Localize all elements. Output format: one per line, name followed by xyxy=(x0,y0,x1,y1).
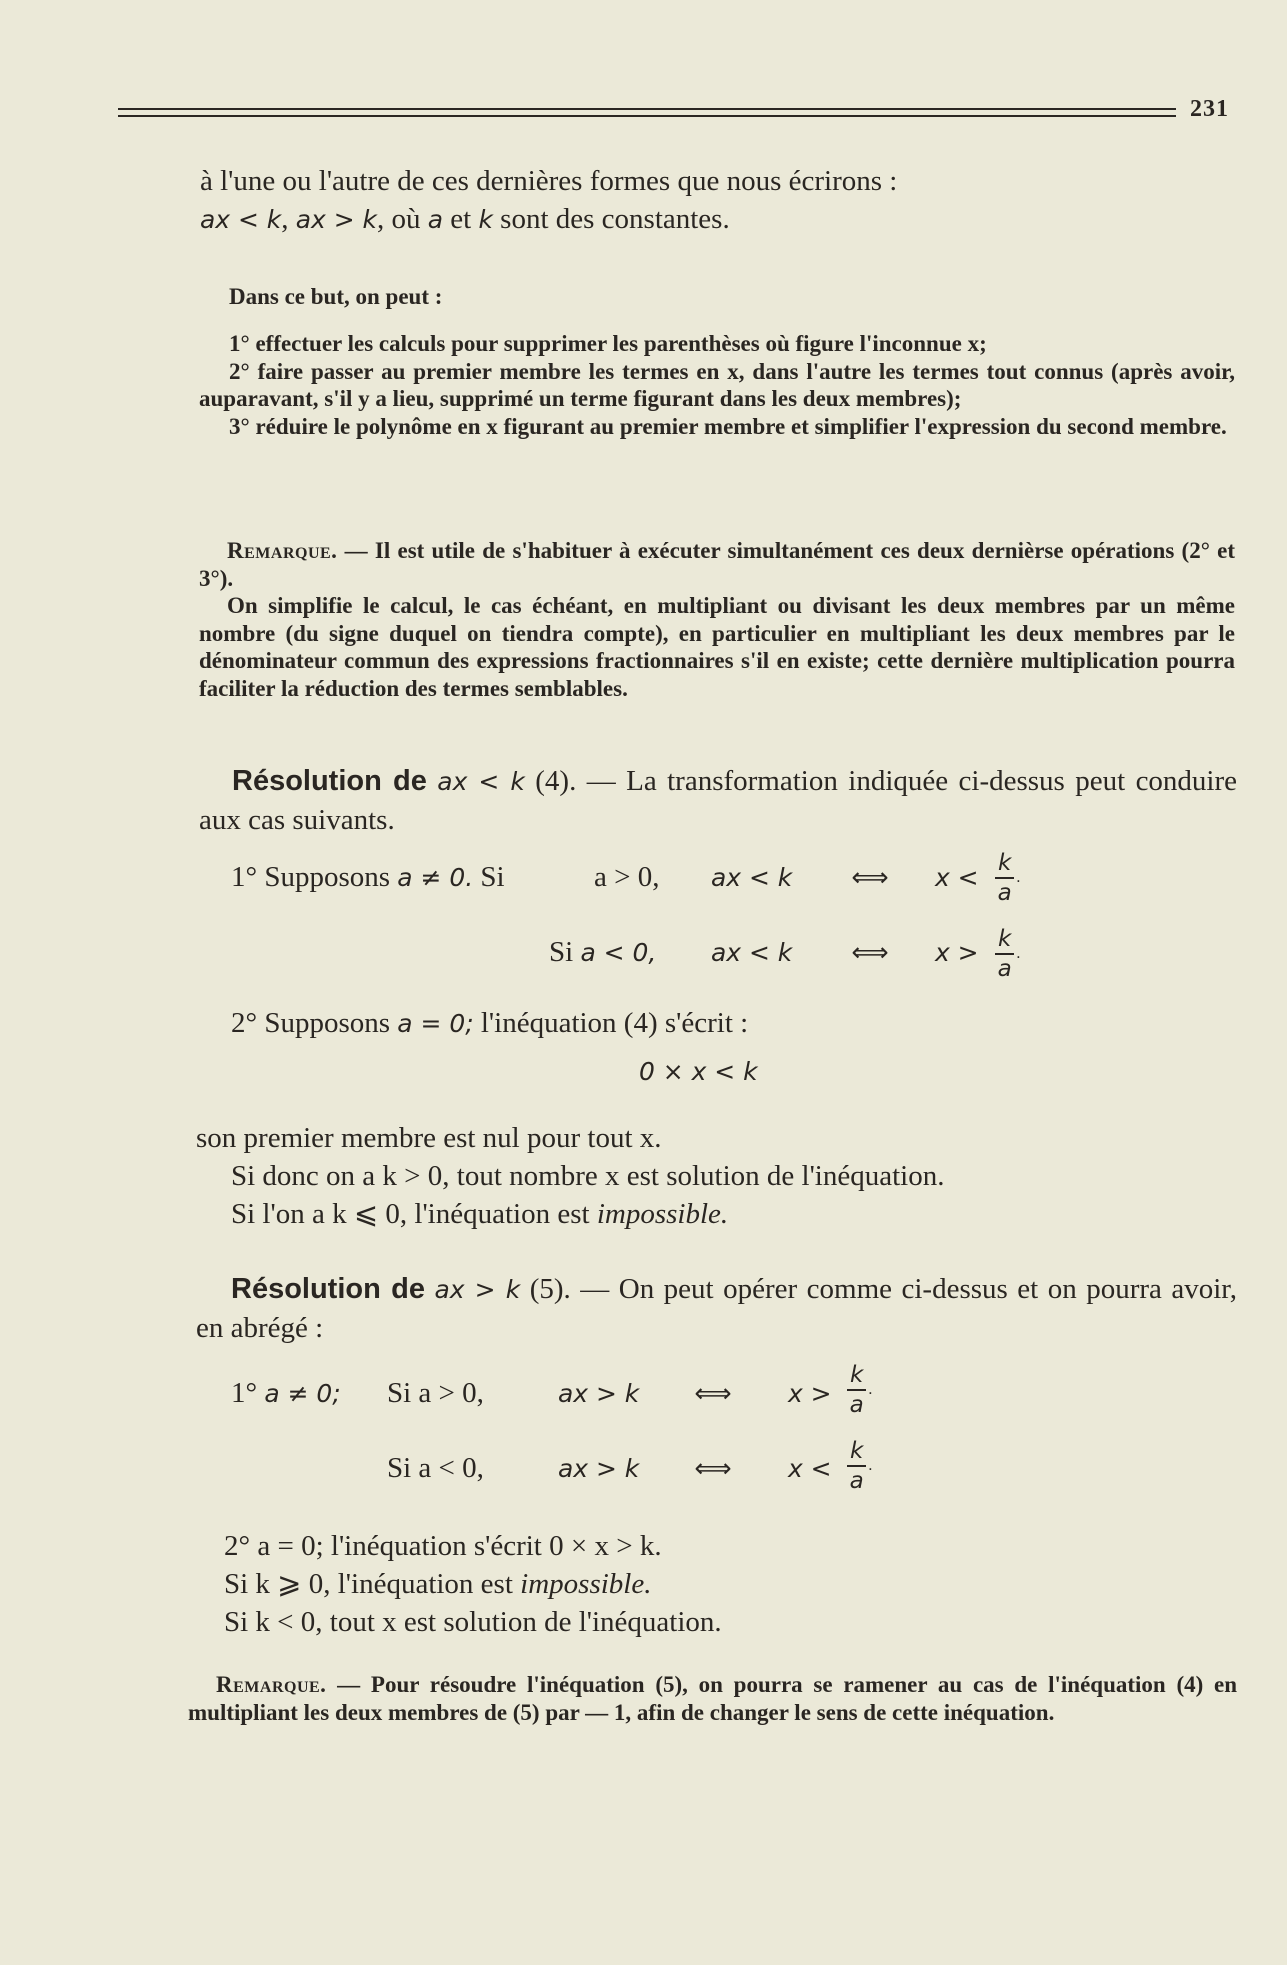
intro-paragraph xyxy=(200,162,1120,239)
impossible-word: impossible. xyxy=(596,1198,729,1230)
s5-case-1-lead xyxy=(231,1374,341,1413)
section-intro: — On peut opérer comme ci-dessus et on pourra avoir, en abrégé : xyxy=(196,1273,1238,1344)
method-step-2: 2° faire passer au premier membre les termes en x, dans l'autre les termes tout connus (après avoir, auparavant, s'il y a lieu, supprimé un terme figurant dans les deux membres); xyxy=(199,358,1235,411)
inequality: ax > k xyxy=(558,1379,640,1408)
equivalence-arrow xyxy=(683,1449,743,1488)
case-condition: a = 0; xyxy=(397,1009,474,1038)
var-a: a xyxy=(427,205,444,234)
s5-case-1b-lhs xyxy=(558,1449,639,1488)
case-text: l'inéquation (4) s'écrit : xyxy=(480,1007,749,1039)
inequality: x < xyxy=(788,1454,832,1483)
equivalence-arrow xyxy=(683,1374,743,1413)
section-ref: (5). xyxy=(529,1273,571,1305)
denominator: a xyxy=(849,1392,864,1418)
section-4-heading xyxy=(199,762,1237,839)
remark-1-text: — Il est utile de s'habituer à exécuter simultanément ces deux dernièrse opérations (2° et 3°). xyxy=(199,538,1236,591)
section-expr: ax > k xyxy=(434,1275,521,1304)
intro-word: et xyxy=(450,203,472,235)
inequality: ax < k xyxy=(711,863,793,892)
remark-2 xyxy=(188,1671,1237,1726)
case-label: 2° xyxy=(224,1530,251,1562)
remark-label: Remarque. xyxy=(227,538,338,563)
case-1b-rhs xyxy=(935,933,979,972)
inequality: x < xyxy=(935,863,979,892)
inequality: ax > k xyxy=(558,1454,640,1483)
case-label: 1° Supposons xyxy=(231,861,391,893)
equivalence-icon: ⟺ xyxy=(851,938,889,968)
page-number: 231 xyxy=(1190,96,1229,122)
section-ref: (4). xyxy=(535,765,577,797)
s5-case-1b-cond: Si a < 0, xyxy=(387,1452,484,1484)
numerator: k xyxy=(995,928,1014,955)
section-intro: — La transformation indiquée ci-dessus peut conduire aux cas suivants. xyxy=(199,765,1238,836)
section-title: Résolution de xyxy=(232,765,427,797)
method-step-1: 1° effectuer les calculs pour supprimer les parenthèses où figure l'inconnue x; xyxy=(229,331,987,356)
form-lt: ax < k xyxy=(200,205,282,234)
header-double-rule xyxy=(118,108,1176,117)
intro-line-1: à l'une ou l'autre de ces dernières formes que nous écrirons : xyxy=(200,165,898,197)
inequality: ax < k xyxy=(711,938,793,967)
k-negative-line xyxy=(231,1195,728,1233)
equivalence-icon: ⟺ xyxy=(694,1379,732,1409)
case-text: a = 0; l'inéquation s'écrit 0 × x > k. xyxy=(257,1530,662,1562)
s5-case-2-line xyxy=(224,1527,662,1565)
method-step-3: 3° réduire le polynôme en x figurant au premier membre et simplifier l'expression du second membre. xyxy=(229,413,1227,439)
intro-word: où xyxy=(391,203,421,235)
remark-2-text: — Pour résoudre l'inéquation (5), on pourra se ramener au cas de l'inéquation (4) en multipliant les deux membres de (5) par — 1, afin de changer le sens de cette inéquation. xyxy=(188,1672,1238,1725)
denominator: a xyxy=(997,956,1012,982)
fraction-k-over-a: $\frac{k}{a}$ . xyxy=(845,1364,872,1417)
k-positive-line: Si donc on a k > 0, tout nombre x est solution de l'inéquation. xyxy=(231,1160,945,1192)
case-1b-cond xyxy=(549,933,656,972)
case-1a-lhs xyxy=(711,858,792,897)
case-si: Si xyxy=(549,936,574,968)
case-1a-rhs xyxy=(935,858,979,897)
numerator: k xyxy=(995,852,1014,879)
denominator: a xyxy=(849,1468,864,1494)
section-expr: ax < k xyxy=(437,767,525,796)
inequality: x > xyxy=(935,938,979,967)
intro-word: sont des constantes. xyxy=(500,203,730,235)
var-k: k xyxy=(478,205,493,234)
s5-case-1b-rhs xyxy=(788,1449,832,1488)
case-condition: a < 0, xyxy=(580,938,657,967)
case-condition: a ≠ 0. xyxy=(397,863,474,892)
numerator: k xyxy=(847,1440,866,1467)
inequality: 0 × x < k xyxy=(639,1057,758,1086)
s5-case-1a-rhs xyxy=(788,1374,832,1413)
equivalence-icon: ⟺ xyxy=(694,1454,732,1484)
case-label: 2° Supposons xyxy=(231,1007,391,1039)
s5-k-neg-line: Si k < 0, tout x est solution de l'inéquation. xyxy=(224,1606,722,1638)
intro-line-2: ax < k, ax > k, où a et k sont des constantes. xyxy=(200,203,730,235)
case-si: Si xyxy=(480,861,505,893)
zero-member-line: son premier membre est nul pour tout x. xyxy=(196,1122,662,1154)
equivalence-icon: ⟺ xyxy=(851,863,889,893)
inequality: x > xyxy=(788,1379,832,1408)
case-1b-lhs xyxy=(711,933,792,972)
case-2-equation xyxy=(639,1052,758,1091)
section-5-heading xyxy=(196,1270,1237,1347)
remark-1-p2: On simplifie le calcul, le cas échéant, en multipliant ou divisant les deux membres par un même nombre (du signe duquel on tiendra compte), en particulier en multipliant les deux membres par le dénominateur commun des expressions fractionnaires s'il en existe; cette dernière multiplication pourra faciliter la réduction des termes semblables. xyxy=(199,593,1235,701)
s5-case-1a-cond: Si a > 0, xyxy=(387,1377,484,1409)
remark-2-p xyxy=(188,1671,1237,1726)
case-1-lead xyxy=(231,858,505,897)
method-lead: Dans ce but, on peut : xyxy=(229,284,443,309)
case-1a-cond: a > 0, xyxy=(594,861,660,893)
fraction-k-over-a: $\frac{k}{a}$ . xyxy=(993,928,1020,981)
s5-k-nonneg-line xyxy=(224,1565,651,1603)
fraction-k-over-a: $\frac{k}{a}$ . xyxy=(845,1440,872,1493)
remark-1 xyxy=(199,537,1235,702)
fraction-k-over-a: $\frac{k}{a}$ . xyxy=(993,852,1020,905)
case-2-lead xyxy=(231,1004,748,1043)
remark-label: Remarque. xyxy=(216,1672,327,1697)
impossible-word: impossible. xyxy=(520,1568,652,1600)
numerator: k xyxy=(847,1364,866,1391)
s5-case-1a-lhs xyxy=(558,1374,639,1413)
equivalence-arrow xyxy=(840,858,900,897)
method-steps xyxy=(199,330,1235,440)
case-condition: a ≠ 0; xyxy=(264,1379,341,1408)
case-label: 1° xyxy=(231,1377,258,1409)
case-text: Si l'on a k ⩽ 0, l'inéquation est xyxy=(231,1198,590,1230)
case-text: Si k ⩾ 0, l'inéquation est xyxy=(224,1568,513,1600)
remark-1-p1 xyxy=(199,537,1235,592)
equivalence-arrow xyxy=(840,933,900,972)
form-gt: ax > k xyxy=(295,205,377,234)
section-title: Résolution de xyxy=(231,1273,425,1305)
denominator: a xyxy=(997,880,1012,906)
